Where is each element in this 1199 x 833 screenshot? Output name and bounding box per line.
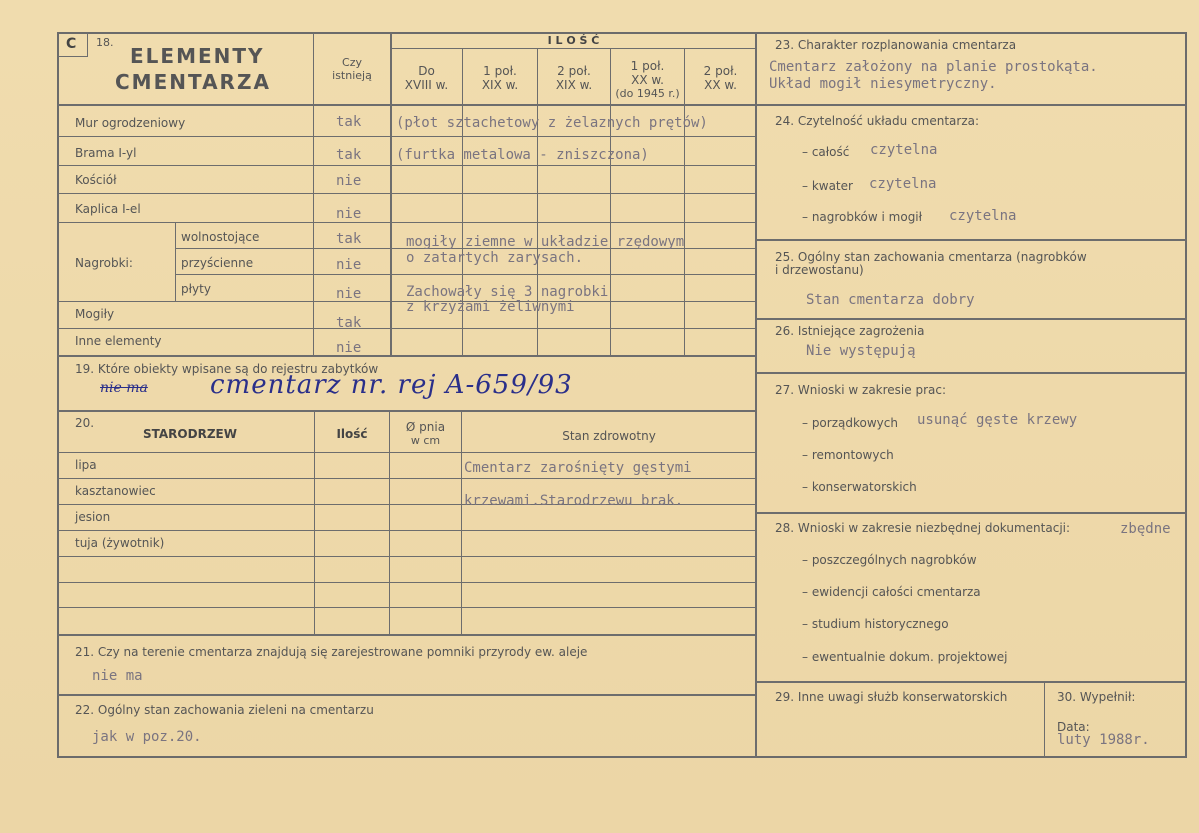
- period-3-line2: XIX w.: [555, 78, 593, 92]
- section-18-number: 18.: [96, 36, 114, 49]
- period-4-line1: 1 poł.: [630, 59, 665, 73]
- starodrzew-header: STARODRZEW: [143, 427, 237, 441]
- section-23-label: 23. Charakter rozplanowania cmentarza: [775, 38, 1017, 52]
- element-note: z krzyżami żeliwnymi: [406, 299, 575, 315]
- data-value: luty 1988r.: [1057, 732, 1150, 748]
- element-label: wolnostojące: [181, 230, 260, 244]
- section-25-label-line2: i drzewostanu): [775, 263, 864, 277]
- s27-item-label: – porządkowych: [802, 416, 898, 430]
- exists-value: nie: [336, 286, 362, 302]
- element-note: Zachowały się 3 nagrobki: [406, 284, 609, 300]
- period-1-line1: Do: [418, 64, 435, 78]
- pien-column-header-line1: Ø pnia: [405, 420, 446, 434]
- s24-item-label: – całość: [802, 145, 850, 159]
- period-1-line2: XVIII w.: [404, 78, 449, 92]
- exists-value: tak: [336, 114, 362, 130]
- ilosc-header: I L O Ś Ć: [547, 34, 600, 47]
- element-note: mogiły ziemne w układzie rzędowym: [406, 234, 685, 250]
- tree-name: tuja (żywotnik): [75, 536, 165, 550]
- s24-item-value: czytelna: [870, 142, 938, 158]
- exists-value: nie: [336, 340, 362, 356]
- period-3-line1: 2 poł.: [557, 64, 591, 78]
- period-4-line2: XX w.: [631, 73, 664, 87]
- tree-name: lipa: [75, 458, 97, 472]
- element-label: Brama I-yl: [75, 146, 137, 160]
- section-28-label: 28. Wnioski w zakresie niezbędnej dokumentacji:: [775, 521, 1071, 535]
- exists-value: tak: [336, 147, 362, 163]
- exists-value: nie: [336, 257, 362, 273]
- element-label: przyścienne: [181, 256, 254, 270]
- section-21-value: nie ma: [92, 668, 143, 684]
- czy-istnieja-line2: istnieją: [332, 69, 372, 82]
- period-5-line1: 2 poł.: [703, 64, 738, 78]
- element-note: (furtka metalowa - zniszczona): [396, 147, 649, 163]
- s24-item-label: – kwater: [802, 179, 853, 193]
- exists-value: nie: [336, 206, 362, 222]
- s27-item-value: usunąć gęste krzewy: [917, 412, 1078, 428]
- section-26-label: 26. Istniejące zagrożenia: [775, 324, 925, 338]
- exists-value: tak: [336, 231, 362, 247]
- section-29-label: 29. Inne uwagi służb konserwatorskich: [775, 690, 1008, 704]
- czy-istnieja-line1: Czy: [342, 56, 362, 69]
- s24-item-value: czytelna: [949, 208, 1017, 224]
- ilosc-column-header: Ilość: [336, 427, 368, 441]
- element-note: o zatartych zarysach.: [406, 250, 584, 266]
- element-label: Kaplica I-el: [75, 202, 141, 216]
- s28-item: – poszczególnych nagrobków: [802, 553, 977, 567]
- s28-item: – ewentualnie dokum. projektowej: [802, 650, 1008, 664]
- section-22-value: jak w poz.20.: [92, 729, 202, 745]
- c-label: C: [66, 36, 77, 52]
- s27-item-label: – remontowych: [802, 448, 894, 462]
- element-label: Mogiły: [75, 307, 115, 321]
- period-2-line1: 1 poł.: [483, 64, 517, 78]
- stan-zdrowotny-line: krzewami.Starodrzewu brak.: [464, 493, 684, 509]
- header-rule: [57, 104, 756, 106]
- section-21-label: 21. Czy na terenie cmentarza znajdują się zarejestrowane pomniki przyrody ew. aleje: [75, 645, 588, 659]
- section-25-label-line1: 25. Ogólny stan zachowania cmentarza (nagrobków: [775, 250, 1087, 264]
- section-25-value: Stan cmentarza dobry: [806, 292, 975, 308]
- nagrobki-label: Nagrobki:: [75, 256, 133, 270]
- s28-item: – ewidencji całości cmentarza: [802, 585, 981, 599]
- section-18-title-line1: ELEMENTY: [130, 44, 265, 68]
- element-label: Mur ogrodzeniowy: [75, 116, 186, 130]
- section-23-line1: Cmentarz założony na planie prostokąta.: [769, 59, 1098, 75]
- section-19-struck-text: nie ma: [100, 380, 148, 396]
- s28-item: – studium historycznego: [802, 617, 949, 631]
- element-note: (płot sztachetowy z żelaznych prętów): [396, 115, 708, 131]
- element-label: płyty: [181, 282, 211, 296]
- section-19-label: 19. Które obiekty wpisane są do rejestru zabytków: [75, 362, 379, 376]
- section-20-number: 20.: [75, 416, 95, 430]
- data-label: Data:: [1057, 720, 1090, 734]
- tree-name: jesion: [75, 510, 111, 524]
- stan-zdrowotny-line: Cmentarz zarośnięty gęstymi: [464, 460, 692, 476]
- section-22-label: 22. Ogólny stan zachowania zieleni na cmentarzu: [75, 703, 374, 717]
- element-label: Inne elementy: [75, 334, 162, 348]
- section-24-label: 24. Czytelność układu cmentarza:: [775, 114, 980, 128]
- period-2-line2: XIX w.: [481, 78, 519, 92]
- section-27-label: 27. Wnioski w zakresie prac:: [775, 383, 947, 397]
- element-label: Kościół: [75, 173, 117, 187]
- section-28-value: zbędne: [1120, 521, 1171, 537]
- period-4-line3: (do 1945 r.): [615, 87, 680, 100]
- stan-zdrowotny-header: Stan zdrowotny: [562, 429, 656, 443]
- s27-item-label: – konserwatorskich: [802, 480, 917, 494]
- section-23-line2: Układ mogił niesymetryczny.: [769, 76, 997, 92]
- period-5-line2: XX w.: [704, 78, 737, 92]
- s24-item-value: czytelna: [869, 176, 937, 192]
- section-18-title-line2: CMENTARZA: [115, 70, 271, 94]
- exists-value: nie: [336, 173, 362, 189]
- section-30-label: 30. Wypełnił:: [1057, 690, 1136, 704]
- section-19-handwritten-entry: cmentarz nr. rej A-659/93: [210, 370, 573, 400]
- column-divider: [755, 32, 757, 758]
- tree-name: kasztanowiec: [75, 484, 156, 498]
- section-26-value: Nie występują: [806, 343, 916, 359]
- exists-value: tak: [336, 315, 362, 331]
- s24-item-label: – nagrobków i mogił: [802, 210, 923, 224]
- pien-column-header-line2: w cm: [410, 434, 441, 447]
